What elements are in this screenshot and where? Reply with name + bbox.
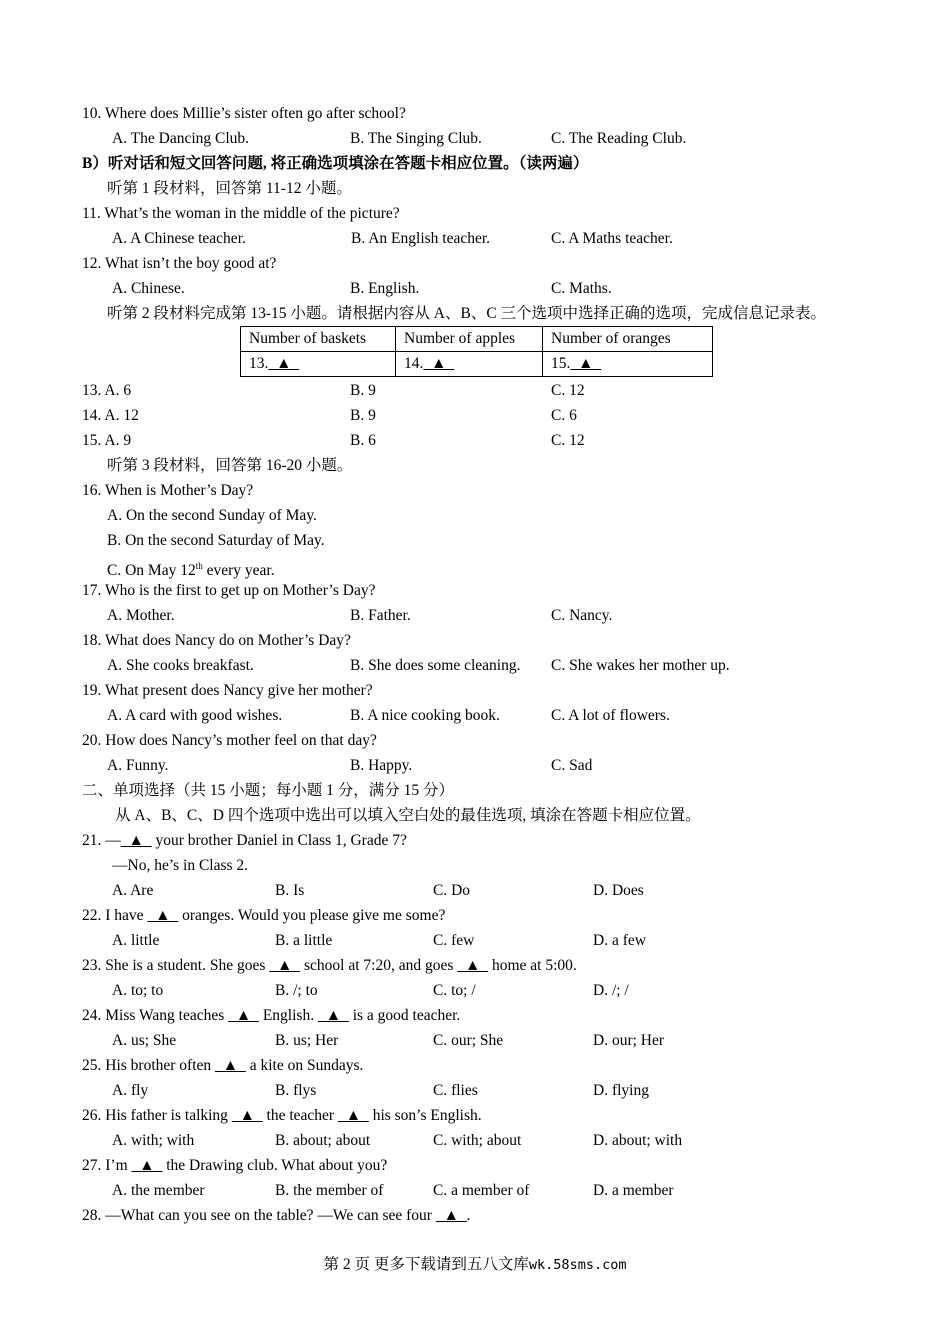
answer-blank: ▲ [155,907,171,924]
q19-option-a: A. A card with good wishes. [107,707,283,724]
q11-option-a: A. A Chinese teacher. [112,230,246,247]
question-21-stem: 21. — ▲ your brother Daniel in Class 1, Grade 7? [82,832,407,849]
q27-option-d: D. a member [593,1182,674,1199]
answer-blank: ▲ [443,1207,459,1224]
q27-option-a: A. the member [112,1182,205,1199]
q22-option-c: C. few [433,932,475,949]
q25-option-c: C. flies [433,1082,478,1099]
q27-option-c: C. a member of [433,1182,530,1199]
answer-blank: ▲ [276,355,292,372]
answer-blank: ▲ [578,355,594,372]
q18-option-b: B. She does some cleaning. [350,657,521,674]
part-2-instruction: 从 A、B、C、D 四个选项中选出可以填入空白处的最佳选项, 填涂在答题卡相应位置。 [115,807,701,824]
question-16-stem: 16. When is Mother’s Day? [82,482,254,499]
q18-option-a: A. She cooks breakfast. [107,657,254,674]
q16-option-a: A. On the second Sunday of May. [107,507,317,524]
q22-option-b: B. a little [275,932,333,949]
part-2-title: 二、单项选择（共 15 小题；每小题 1 分，满分 15 分） [82,782,455,799]
q26-option-b: B. about; about [275,1132,371,1149]
question-22-stem: 22. I have ▲ oranges. Would you please give me some? [82,907,446,924]
q17-option-a: A. Mother. [107,607,175,624]
q23-option-d: D. /; / [593,982,629,999]
q26-option-c: C. with; about [433,1132,522,1149]
q11-option-c: C. A Maths teacher. [551,230,673,247]
question-17-stem: 17. Who is the first to get up on Mother’s Day? [82,582,376,599]
q24-option-d: D. our; Her [593,1032,665,1049]
q23-option-a: A. to; to [112,982,164,999]
q17-option-c: C. Nancy. [551,607,613,624]
q16-option-c: C. On May 12th every year. [107,561,275,580]
q23-option-c: C. to; / [433,982,476,999]
q20-option-b: B. Happy. [350,757,413,774]
q14-option-c: C. 6 [551,407,577,424]
question-12-stem: 12. What isn’t the boy good at? [82,255,277,272]
q15-option-c: C. 12 [551,432,585,449]
q25-option-d: D. flying [593,1082,649,1099]
question-28-stem: 28. —What can you see on the table? —We can see four ▲ . [82,1207,471,1224]
answer-blank: ▲ [128,832,144,849]
answer-blank: ▲ [277,957,293,974]
q13-option-c: C. 12 [551,382,585,399]
q25-option-b: B. flys [275,1082,317,1099]
question-14-option-a: 14. A. 12 [82,407,139,424]
q26-option-d: D. about; with [593,1132,683,1149]
q21-option-c: C. Do [433,882,471,899]
answer-blank: ▲ [239,1107,255,1124]
q22-option-a: A. little [112,932,160,949]
question-11-stem: 11. What’s the woman in the middle of the picture? [82,205,400,222]
q15-option-b: B. 6 [350,432,376,449]
question-23-stem: 23. She is a student. She goes ▲ school at 7:20, and goes ▲ home at 5:00. [82,957,577,974]
q14-option-b: B. 9 [350,407,376,424]
q21-option-d: D. Does [593,882,644,899]
q19-option-b: B. A nice cooking book. [350,707,500,724]
q10-option-b: B. The Singing Club. [350,130,482,147]
footer-text: 第 2 页 更多下载请到五八文库 [323,1256,529,1273]
q18-option-c: C. She wakes her mother up. [551,657,730,674]
material-2-instruction: 听第 2 段材料完成第 13-15 小题。请根据内容从 A、B、C 三个选项中选择正确的选项，完成信息记录表。 [107,305,827,322]
question-27-stem: 27. I’m ▲ the Drawing club. What about you? [82,1157,388,1174]
q21-option-b: B. Is [275,882,305,899]
q22-option-d: D. a few [593,932,646,949]
answer-blank: ▲ [345,1107,362,1124]
question-25-stem: 25. His brother often ▲ a kite on Sundays. [82,1057,364,1074]
answer-blank: ▲ [465,957,481,974]
page-footer [0,1252,950,1274]
answer-blank: ▲ [431,355,447,372]
answer-blank: ▲ [325,1007,342,1024]
q13-option-b: B. 9 [350,382,376,399]
answer-blank: ▲ [222,1057,239,1074]
material-1-instruction: 听第 1 段材料，回答第 11-12 小题。 [107,180,352,197]
question-18-stem: 18. What does Nancy do on Mother’s Day? [82,632,351,649]
q26-option-a: A. with; with [112,1132,195,1149]
q12-option-c: C. Maths. [551,280,612,297]
question-24-stem: 24. Miss Wang teaches ▲ English. ▲ is a good teacher. [82,1007,461,1024]
question-13-option-a: 13. A. 6 [82,382,132,399]
info-record-table [240,326,713,377]
q20-option-c: C. Sad [551,757,593,774]
q24-option-a: A. us; She [112,1032,177,1049]
q24-option-b: B. us; Her [275,1032,339,1049]
question-10-stem: 10. Where does Millie’s sister often go after school? [82,105,406,122]
q16-option-b: B. On the second Saturday of May. [107,532,325,549]
q21-option-a: A. Are [112,882,154,899]
question-21-reply: —No, he’s in Class 2. [112,857,249,874]
q25-option-a: A. fly [112,1082,149,1099]
table-header-oranges: Number of oranges [543,327,713,352]
question-15-option-a: 15. A. 9 [82,432,132,449]
table-cell-14: 14. ▲ [396,352,543,377]
q11-option-b: B. An English teacher. [351,230,491,247]
q17-option-b: B. Father. [350,607,411,624]
q19-option-c: C. A lot of flowers. [551,707,670,724]
q12-option-a: A. Chinese. [112,280,185,297]
section-b-title: B）听对话和短文回答问题, 将正确选项填涂在答题卡相应位置。（读两遍） [82,155,589,172]
table-cell-13: 13. ▲ [241,352,396,377]
q27-option-b: B. the member of [275,1182,384,1199]
q24-option-c: C. our; She [433,1032,504,1049]
question-26-stem: 26. His father is talking ▲ the teacher ▲ his son’s English. [82,1107,482,1124]
q23-option-b: B. /; to [275,982,318,999]
q10-option-a: A. The Dancing Club. [112,130,250,147]
footer-site-link[interactable]: wk.58sms.com [528,1257,627,1273]
question-20-stem: 20. How does Nancy’s mother feel on that day? [82,732,377,749]
table-header-baskets: Number of baskets [241,327,396,352]
q10-option-c: C. The Reading Club. [551,130,687,147]
answer-blank: ▲ [235,1007,252,1024]
q20-option-a: A. Funny. [107,757,169,774]
q12-option-b: B. English. [350,280,420,297]
table-header-apples: Number of apples [396,327,543,352]
table-cell-15: 15. ▲ [543,352,713,377]
material-3-instruction: 听第 3 段材料，回答第 16-20 小题。 [107,457,353,474]
question-19-stem: 19. What present does Nancy give her mother? [82,682,373,699]
answer-blank: ▲ [139,1157,155,1174]
